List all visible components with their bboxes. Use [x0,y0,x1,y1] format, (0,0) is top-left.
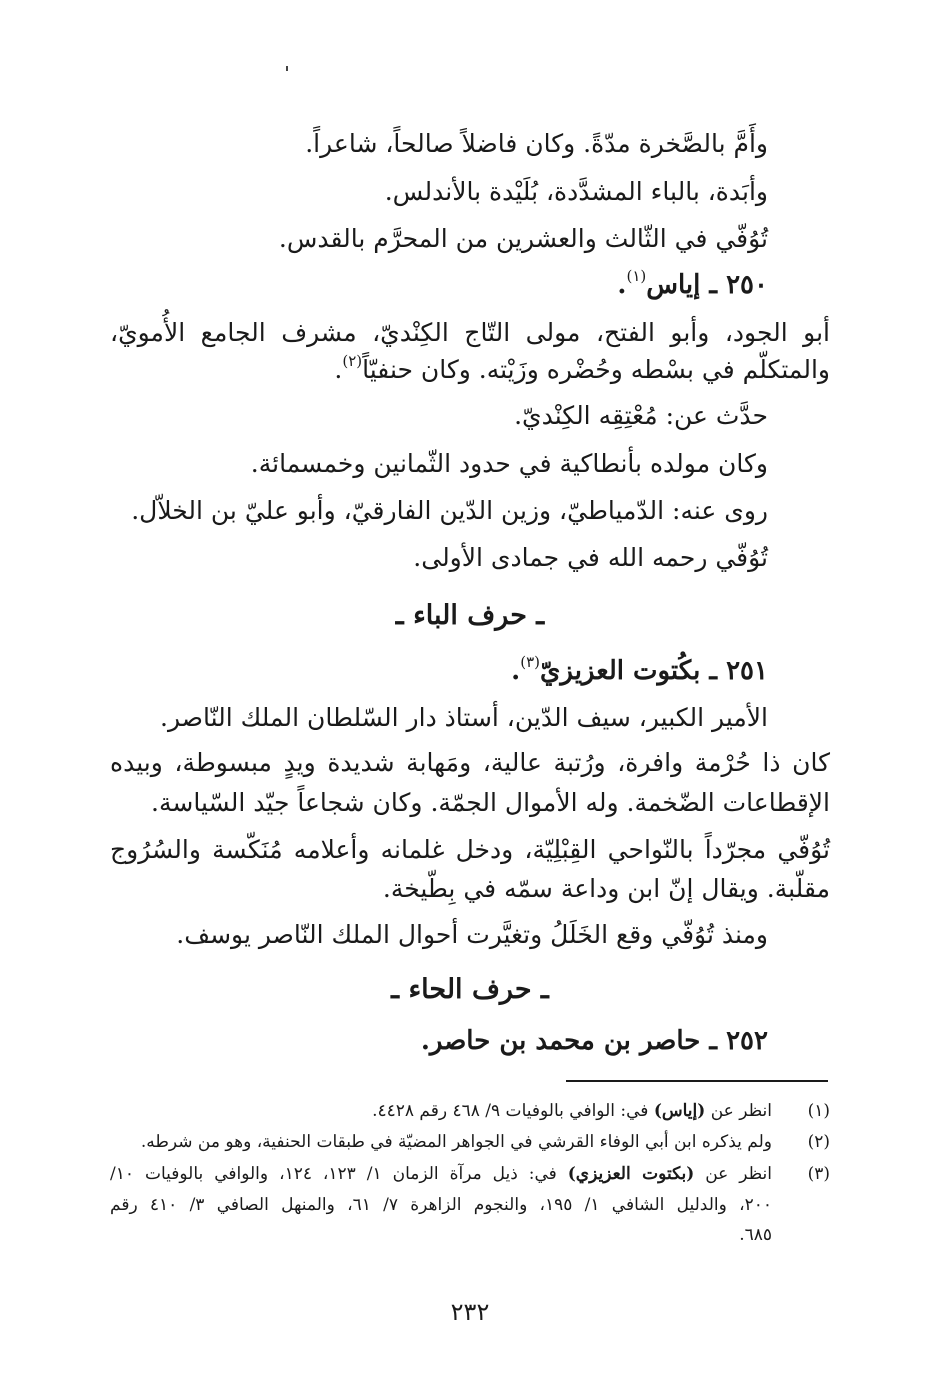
text-line: أبو الجود، وأبو الفتح، مولى التّاج الكِنْديّ، مشرف الجامع الأُمويّ، [110,318,830,347]
text-line: تُوُفّي مجرّداً بالنّواحي القِبْلِيّة، ودخل غلمانه وأعلامه مُنَكّسة والسُرُوج [110,835,830,864]
text-line: مقلّبة. ويقال إنّ ابن وداعة سمّه في بِطّيخة. [382,874,830,903]
footnote-2: ولم يذكره ابن أبي الوفاء القرشي في الجواهر المضيّة في طبقات الحنفية، وهو من شرطه. [140,1132,772,1152]
text-line: وأبَدة، بالباء المشدَّدة، بُلَيْدة بالأندلس. [384,177,768,206]
entry-heading-251 [511,654,768,688]
text-span: والمتكلّم في بسْطه وحُضْره وزَيْته. وكان حنفيّاً [362,355,830,384]
text-line: روى عنه: الدّمياطيّ، وزين الدّين الفارقيّ، وأبو عليّ بن الخلاّل. [131,496,768,525]
footnote-text: انظر عن [710,1101,772,1121]
text-line: حدَّث عن: مُعْتِقِه الكِنْديّ. [514,401,768,430]
scan-mark [286,66,288,71]
footnote-text: انظر عن [705,1164,773,1184]
text-line: الإقطاعات الضّخمة. وله الأموال الجمّة. وكان شجاعاً جيّد السّياسة. [151,788,830,817]
footnote-subject: (إياس) [653,1101,706,1121]
entry-heading-250 [617,268,768,302]
entry-title: ٢٥١ ـ بكُتوت العزيزيّ [540,656,768,686]
punctuation: . [617,270,627,300]
footnote-separator [566,1080,828,1082]
entry-heading-252: ٢٥٢ ـ حاصر بن محمد بن حاصر. [420,1026,768,1056]
section-title-ba: ـ حرف الباء ـ [395,600,545,631]
text-line: الأمير الكبير، سيف الدّين، أستاذ دار السّلطان الملك النّاصر. [160,703,768,732]
page-number: ٢٣٢ [450,1298,490,1326]
footnote-text: في: الوافي بالوفيات ٩/ ٤٦٨ رقم ٤٤٢٨. [372,1101,649,1121]
footnote-subject: (بكتوت العزيزي) [567,1164,695,1184]
footnote-ref: (١) [626,267,647,285]
entry-title: ٢٥٠ ـ إياس [646,270,768,300]
footnote-3-line-3: ٦٨٥. [739,1225,772,1245]
text-line: كان ذا حُرْمة وافرة، ورُتبة عالية، ومَهابة شديدة ويدٍ مبسوطة، وبيده [110,748,830,777]
footnote-ref: (٣) [520,653,540,671]
text-line [334,353,830,387]
footnote-ref: (٢) [342,352,363,370]
footnote-number: (٣) [807,1164,830,1184]
text-line: تُوُفّي رحمه الله في جمادى الأولى. [413,543,768,572]
footnote-number: (٢) [807,1132,830,1152]
text-line: ومنذ تُوُفّي وقع الخَلَلُ وتغيَّرت أحوال الملك النّاصر يوسف. [176,920,768,949]
footnote-1 [372,1098,772,1124]
footnote-text: في: ذيل مرآة الزمان ١/ ١٢٣، ١٢٤، والوافي بالوفيات ١٠/ [110,1164,557,1184]
text-line: تُوُفّي في الثّالث والعشرين من المحرَّم بالقدس. [278,224,768,253]
punctuation: . [334,355,343,384]
punctuation: . [511,656,521,686]
text-line: وكان مولده بأنطاكية في حدود الثّمانين وخمسمائة. [250,449,768,478]
section-title-ha: ـ حرف الحاء ـ [391,974,549,1005]
footnote-number: (١) [807,1101,830,1121]
footnote-3-line-2: ٢٠٠، والدليل الشافي ١/ ١٩٥، والنجوم الزاهرة ٧/ ٦١، والمنهل الصافي ٣/ ٤١٠ رقم [110,1195,772,1215]
footnote-3 [110,1161,772,1187]
text-line: وأَمَّ بالصَّخرة مدّةً. وكان فاضلاً صالحاً، شاعراً. [305,129,768,158]
